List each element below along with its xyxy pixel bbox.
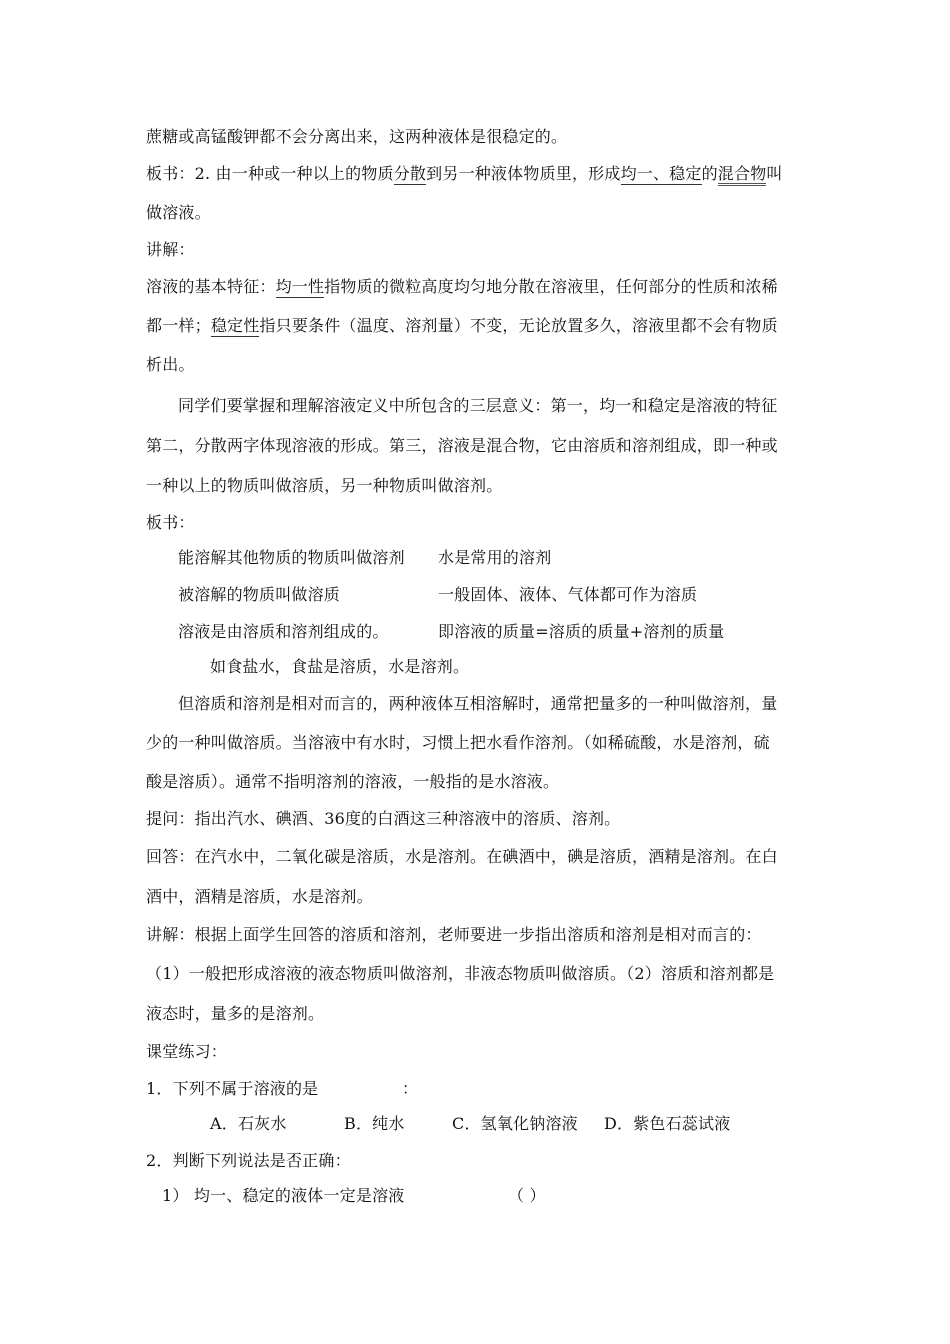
board-example: 如食盐水，食盐是溶质，水是溶剂。 xyxy=(210,657,470,676)
answer-line: 回答：在汽水中，二氧化碳是溶质，水是溶剂。在碘酒中，碘是溶质，酒精是溶剂。在白 xyxy=(146,847,778,866)
question-colon: ： xyxy=(402,1079,419,1098)
text-run: 都一样； xyxy=(146,316,211,335)
double-underlined-term: 混合物 xyxy=(718,164,767,186)
board-cell: 能溶解其他物质的物质叫做溶剂 xyxy=(178,548,405,567)
section-label: 课堂练习： xyxy=(146,1042,228,1061)
exercise-question-2: 2．判断下列说法是否正确： xyxy=(146,1151,351,1170)
underlined-term: 均一、稳定 xyxy=(620,164,702,183)
paragraph-line: 一种以上的物质叫做溶质，另一种物质叫做溶剂。 xyxy=(146,476,503,495)
paragraph-line: 做溶液。 xyxy=(146,203,211,222)
board-cell: 被溶解的物质叫做溶质 xyxy=(178,585,341,604)
answer-line: 酒中，酒精是溶质，水是溶剂。 xyxy=(146,887,373,906)
paragraph-line: 讲解：根据上面学生回答的溶质和溶剂，老师要进一步指出溶质和溶剂是相对而言的： xyxy=(146,925,762,944)
text-run: 叫 xyxy=(766,164,783,183)
underlined-term: 均一性 xyxy=(275,277,325,296)
board-cell: 溶液是由溶质和溶剂组成的。 xyxy=(178,622,389,641)
paragraph-line: 但溶质和溶剂是相对而言的，两种液体互相溶解时，通常把量多的一种叫做溶剂，量 xyxy=(178,694,778,713)
features-line xyxy=(146,277,778,297)
underlined-term: 稳定性 xyxy=(210,316,260,335)
board-cell: 水是常用的溶剂 xyxy=(438,548,552,567)
exercise-question-1 xyxy=(146,1079,318,1099)
text-run: 溶液的基本特征： xyxy=(146,277,276,296)
option-a: A．石灰水 xyxy=(210,1114,287,1133)
option-b: B．纯水 xyxy=(344,1114,405,1133)
text-run: 指只要条件（温度、溶剂量）不变，无论放置多久，溶液里都不会有物质 xyxy=(259,316,778,335)
section-label: 板书： xyxy=(146,513,195,532)
judgement-item: 1） 均一、稳定的液体一定是溶液 xyxy=(162,1186,405,1205)
answer-blank: （ ） xyxy=(508,1186,546,1205)
text-run: 指物质的微粒高度均匀地分散在溶液里，任何部分的性质和浓稀 xyxy=(324,277,778,296)
board-definition-line xyxy=(146,164,783,184)
paragraph-line: 蔗糖或高锰酸钾都不会分离出来，这两种液体是很稳定的。 xyxy=(146,127,568,146)
question-line: 提问：指出汽水、碘酒、36度的白酒这三种溶液中的溶质、溶剂。 xyxy=(146,809,621,828)
underlined-term: 分散 xyxy=(393,164,427,183)
paragraph-line: 第二，分散两字体现溶液的形成。第三，溶液是混合物，它由溶质和溶剂组成，即一种或 xyxy=(146,436,778,455)
section-label: 讲解： xyxy=(146,240,195,259)
paragraph-line: 液态时，量多的是溶剂。 xyxy=(146,1004,325,1023)
question-stem: 1．下列不属于溶液的是 xyxy=(146,1079,319,1098)
paragraph-line: 少的一种叫做溶质。当溶液中有水时，习惯上把水看作溶剂。（如稀硫酸，水是溶剂，硫 xyxy=(146,733,770,752)
option-c: C．氢氧化钠溶液 xyxy=(452,1114,578,1133)
paragraph-line: （1）一般把形成溶液的液态物质叫做溶剂，非液态物质叫做溶质。（2）溶质和溶剂都是 xyxy=(146,964,775,983)
text-run: 到另一种液体物质里，形成 xyxy=(426,164,621,183)
text-run: 的 xyxy=(701,164,718,183)
board-cell: 一般固体、液体、气体都可作为溶质 xyxy=(438,585,698,604)
paragraph-line: 同学们要掌握和理解溶液定义中所包含的三层意义：第一，均一和稳定是溶液的特征 xyxy=(178,396,778,415)
features-line xyxy=(146,316,778,336)
board-cell: 即溶液的质量=溶质的质量+溶剂的质量 xyxy=(438,622,725,641)
paragraph-line: 析出。 xyxy=(146,355,195,374)
option-d: D．紫色石蕊试液 xyxy=(604,1114,731,1133)
text-run: 板书：2. 由一种或一种以上的物质 xyxy=(146,164,394,183)
paragraph-line: 酸是溶质）。通常不指明溶剂的溶液，一般指的是水溶液。 xyxy=(146,772,560,791)
